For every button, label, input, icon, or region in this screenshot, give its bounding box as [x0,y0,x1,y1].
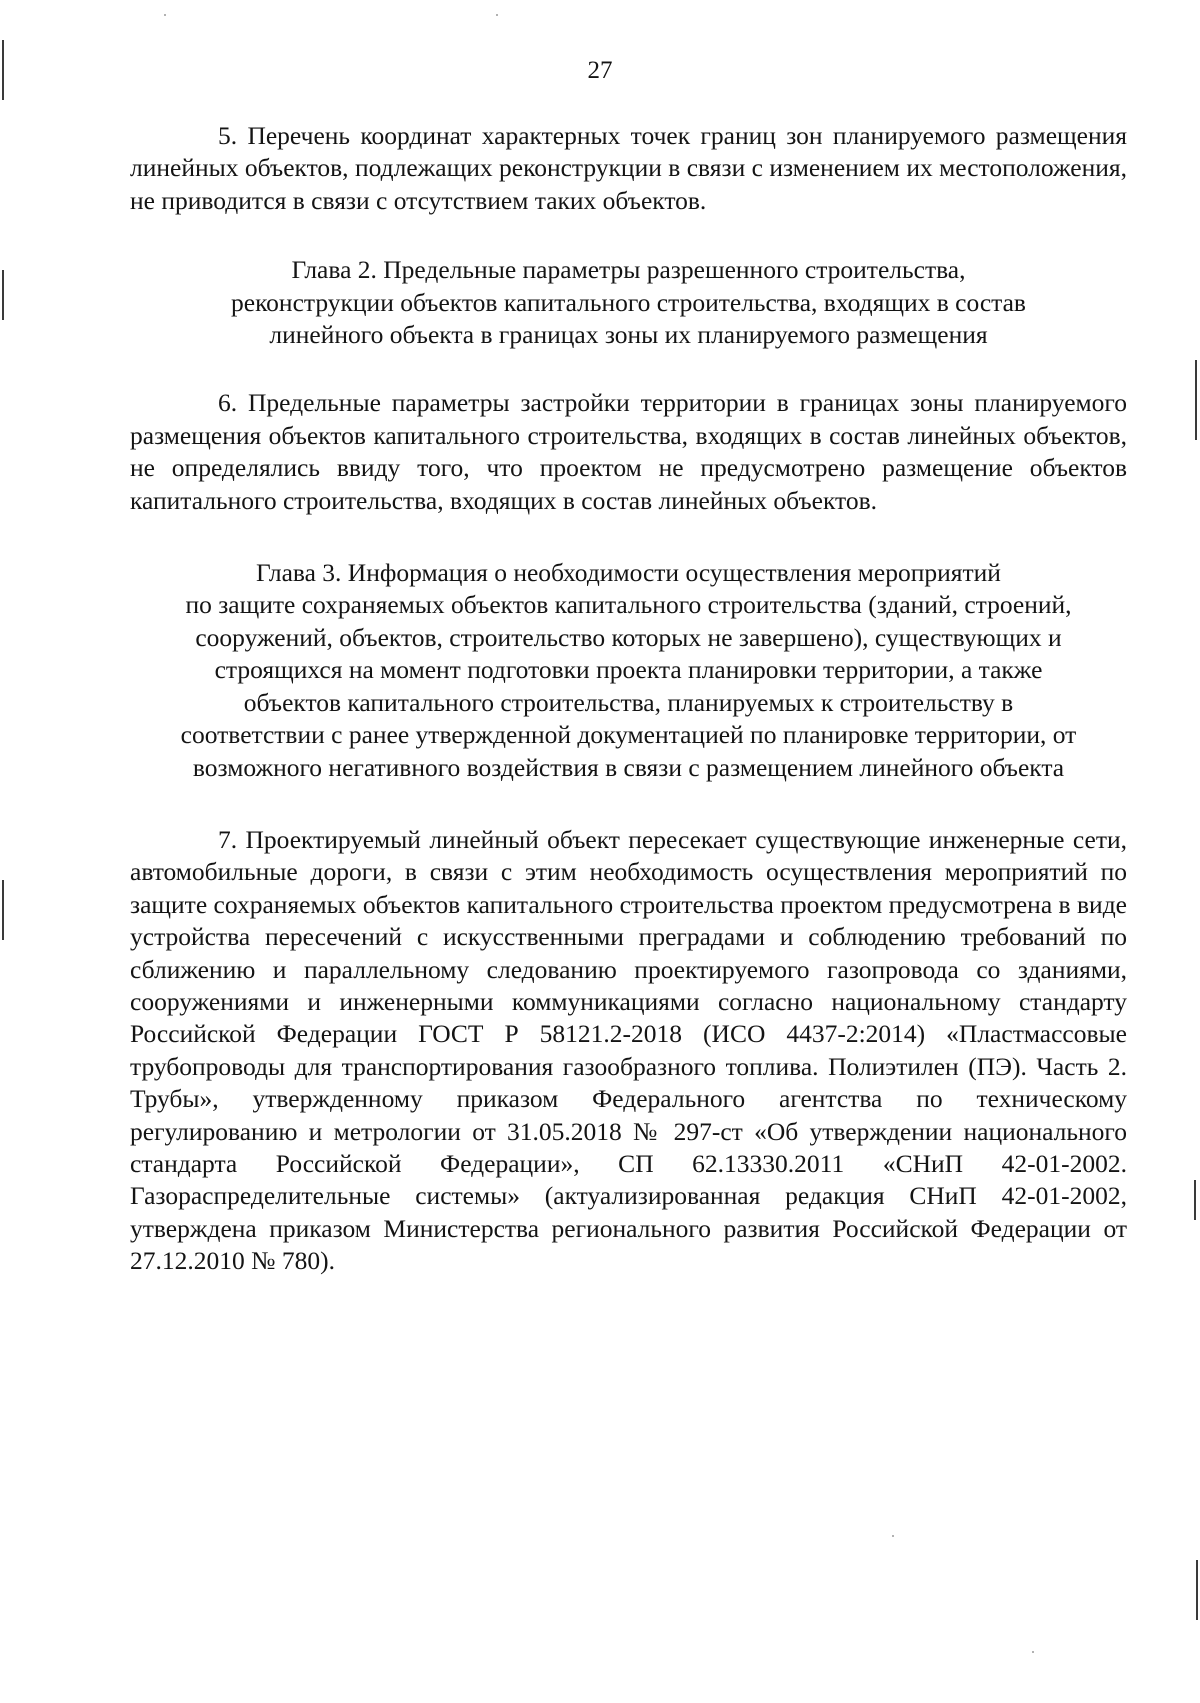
chapter-3-heading-line: строящихся на момент подготовки проекта планировки территории, а также [214,655,1043,685]
paragraph-5: 5. Перечень координат характерных точек границ зон планируемого размещения линейных объектов, подлежащих реконструкции в связи с изменением их местоположения, не приводится в связи с отсутствием таких объектов. [130,121,1127,215]
paragraph-6: 6. Предельные параметры застройки территории в границах зоны планируемого размещения объектов капитального строительства, входящих в состав линейных объектов, не определялись ввиду того, что проектом не предусмотрено размещение объектов капитального строительства, входящих в состав линейных объектов. [130,388,1127,515]
chapter-3-heading [130,557,1127,784]
paragraph-7: 7. Проектируемый линейный объект пересекает существующие инженерные сети, автомобильные дороги, в связи с этим необходимость осуществления мероприятий по защите сохраняемых объектов капитального строительства проектом предусмотрена в виде устройства пересечений с искусственными преградами и соблюдению требований по сближению и параллельному следованию проектируемого газопровода со зданиями, сооружениями и инженерными коммуникациями согласно национальному стандарту Российской Федерации ГОСТ Р 58121.2-2018 (ИСО 4437-2:2014) «Пластмассовые трубопроводы для транспортирования газообразного топлива. Полиэтилен (ПЭ). Часть 2. Трубы», утвержденному приказом Федерального агентства по техническому регулированию и метрологии от 31.05.2018 № 297-ст «Об утверждении национального стандарта Российской Федерации», СП 62.13330.2011 «СНиП 42-01-2002. Газораспределительные системы» (актуализированная редакция СНиП 42-01-2002, утверждена приказом Министерства регионального развития Российской Федерации от 27.12.2010 № 780). [130,824,1127,1276]
scan-speck [164,14,166,16]
page-number: 27 [587,57,613,84]
chapter-3-heading-line: Глава 3. Информация о необходимости осуществления мероприятий [256,558,1001,588]
scan-speck [892,1535,894,1537]
scan-edge-mark [2,270,4,320]
chapter-3-heading-line: сооружений, объектов, строительство которых не завершено), существующих и [195,622,1062,652]
scan-edge-mark [1195,360,1197,440]
scan-speck [1032,1651,1034,1653]
scan-edge-mark [2,880,4,940]
chapter-2-heading-line: линейного объекта в границах зоны их планируемого размещения [269,320,988,350]
chapter-2-heading [130,254,1127,351]
scan-speck [496,14,498,16]
chapter-3-heading-line: объектов капитального строительства, планируемых к строительству в [243,687,1014,717]
scan-edge-mark [1196,1560,1198,1620]
chapter-3-heading-line: соответствии с ранее утвержденной документацией по планировке территории, от [180,720,1077,750]
chapter-3-heading-line: по защите сохраняемых объектов капитального строительства (зданий, строений, [185,590,1072,620]
chapter-2-heading-line: реконструкции объектов капитального строительства, входящих в состав [231,287,1026,317]
chapter-3-heading-line: возможного негативного воздействия в связи с размещением линейного объекта [192,752,1065,782]
chapter-2-heading-line: Глава 2. Предельные параметры разрешенного строительства, [291,255,966,285]
document-body [130,120,1127,1278]
scan-edge-mark [1194,1180,1196,1220]
